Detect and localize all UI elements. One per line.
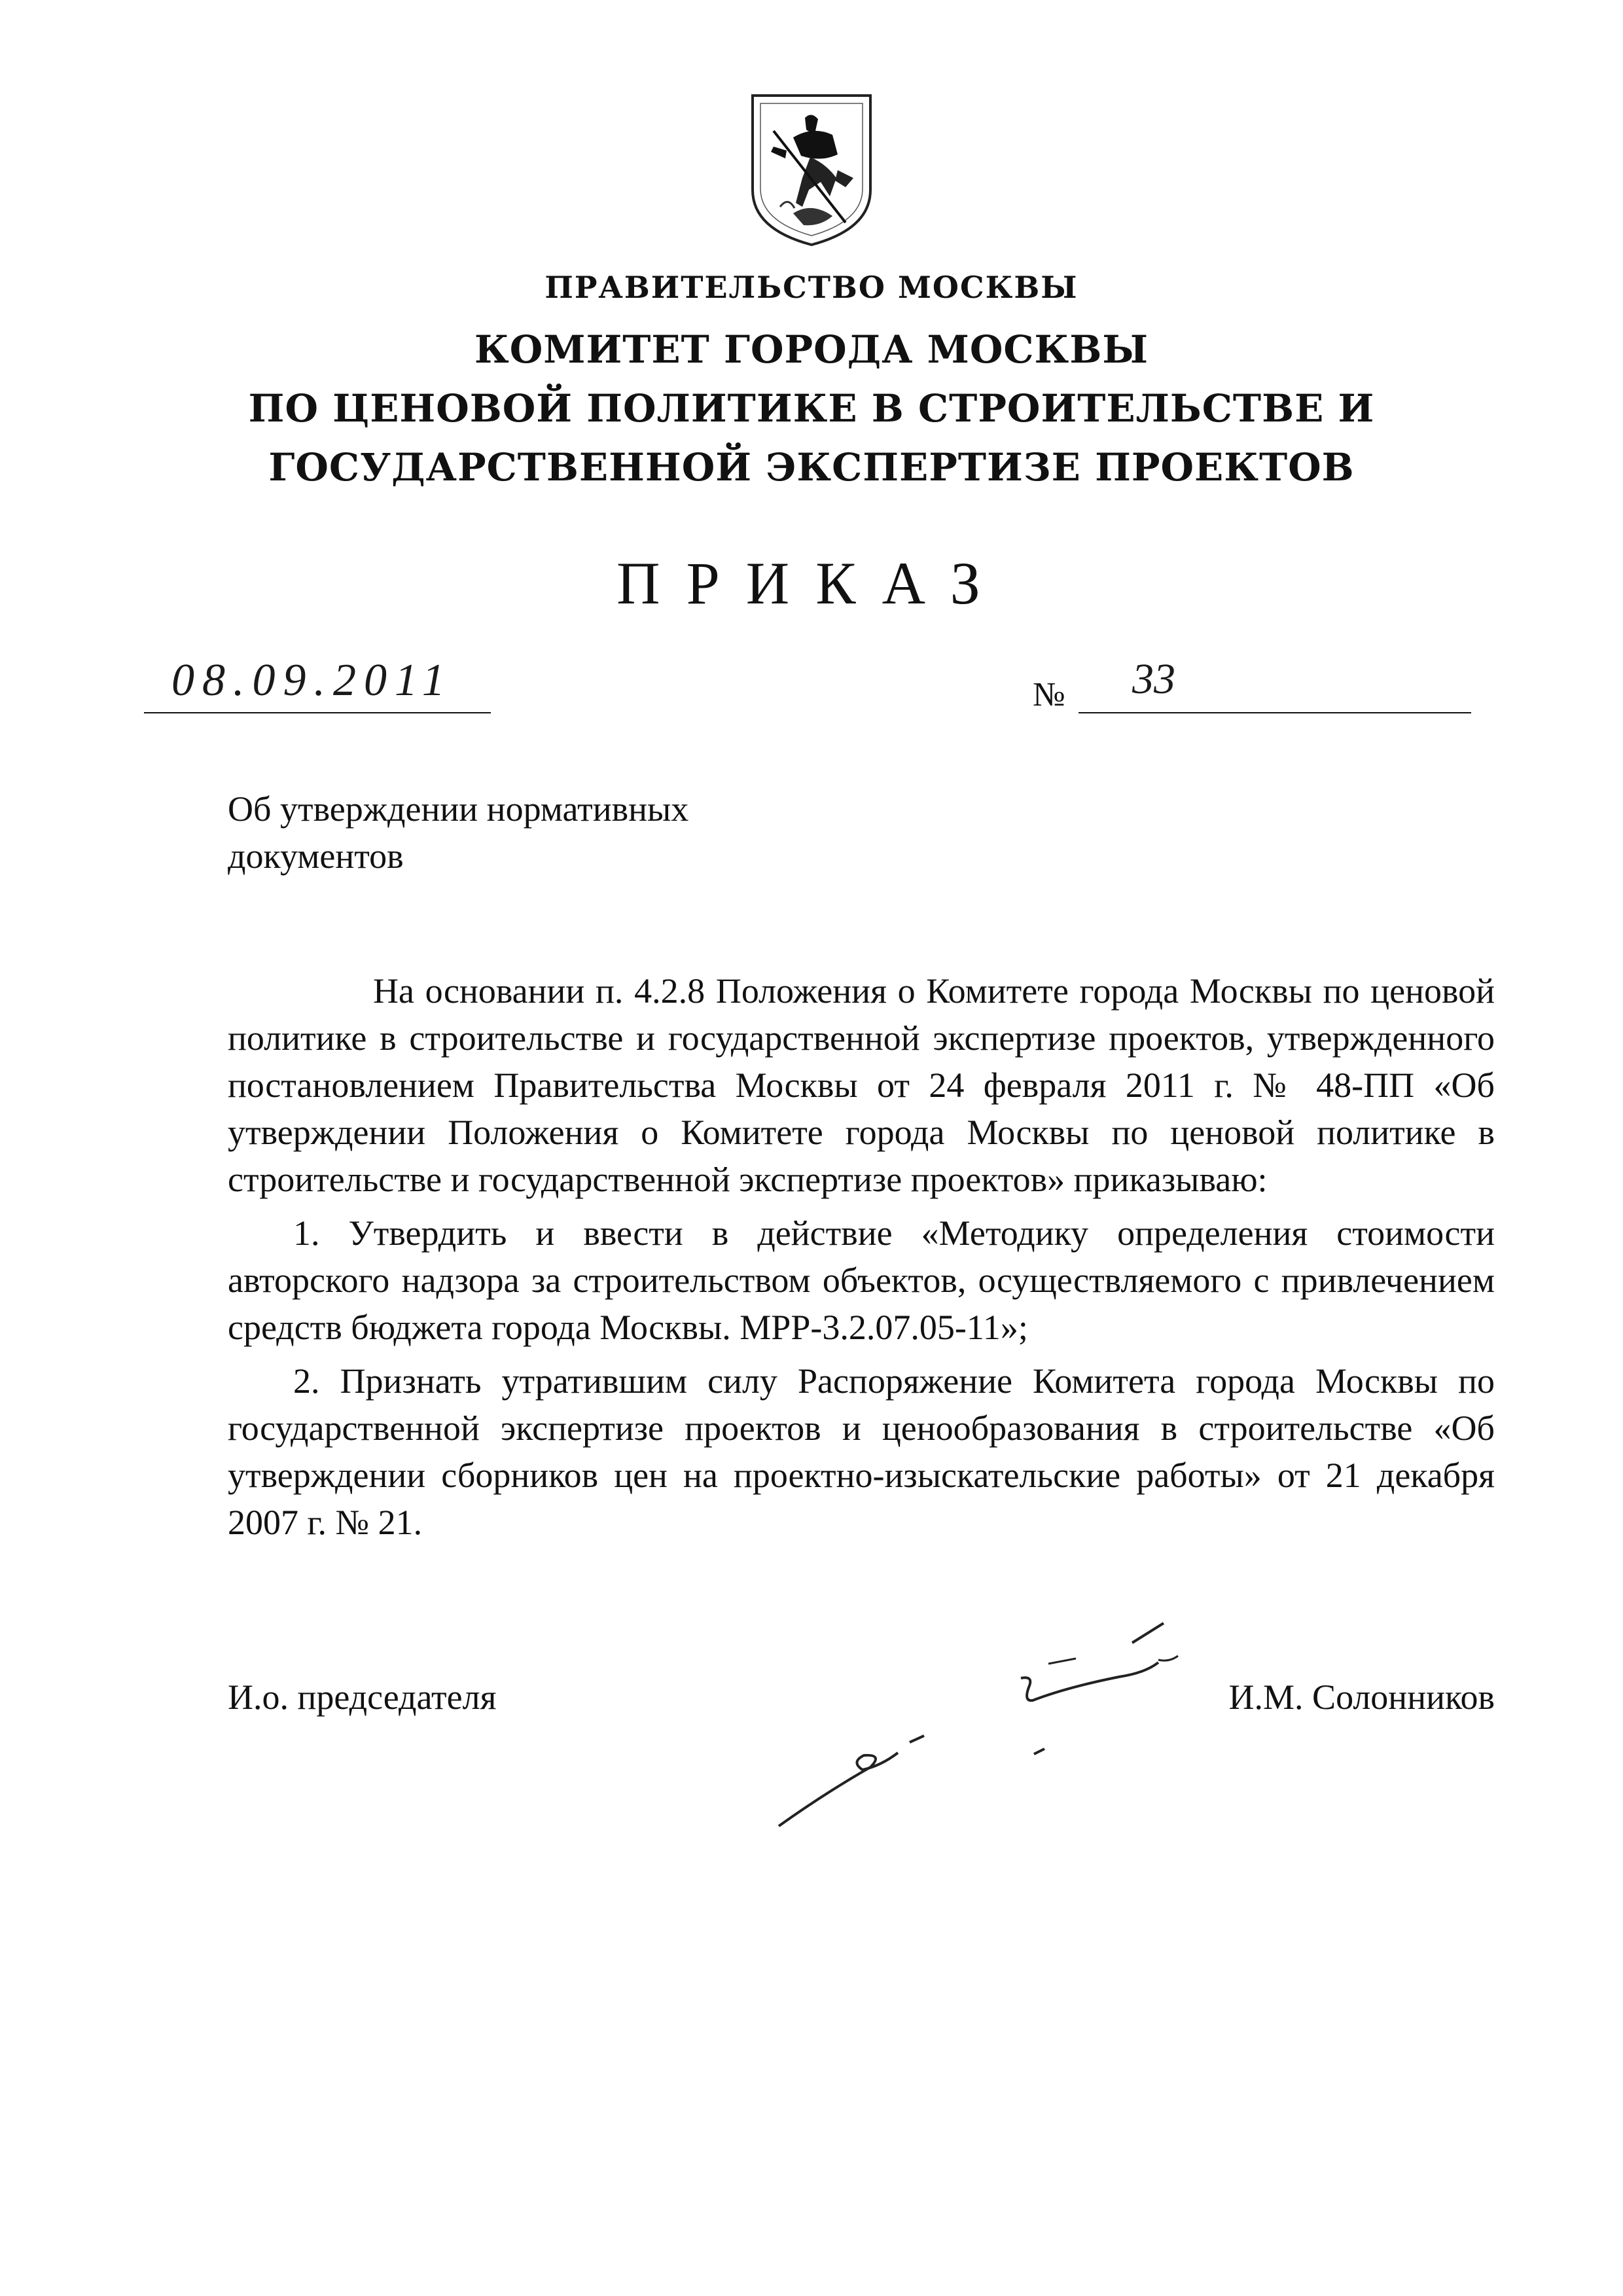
handwritten-signature: [753, 1597, 1276, 1833]
org-committee-line-1: КОМИТЕТ ГОРОДА МОСКВЫ: [474, 327, 1149, 372]
org-committee-line-3: ГОСУДАРСТВЕННОЙ ЭКСПЕРТИЗЕ ПРОЕКТОВ: [268, 445, 1355, 490]
document-number: 33: [1132, 655, 1175, 703]
document-subject: [228, 785, 817, 880]
document-date: 08.09.2011: [171, 655, 453, 706]
org-government: ПРАВИТЕЛЬСТВО МОСКВЫ: [544, 270, 1079, 305]
intro-paragraph: На основании п. 4.2.8 Положения о Комитете города Москвы по ценовой политике в строительстве и государственной экспертизе проектов, утвержденного постановлением Правительства Москвы от 24 февраля 2011 г. № 48-ПП «Об утверждении Положения о Комитете города Москвы по ценовой политике в строительстве и государственной экспертизе проектов» приказываю:: [228, 971, 1495, 1199]
subject-line-1: Об утверждении нормативных: [228, 789, 689, 829]
date-underline: [144, 712, 491, 713]
order-item-1: 1. Утвердить и ввести в действие «Методику определения стоимости авторского надзора за строительством объектов, осуществляемого с привлечением средств бюджета города Москвы. МРР-3.2.07.05-11»;: [228, 1213, 1495, 1347]
order-item-2: 2. Признать утратившим силу Распоряжение Комитета города Москвы по государственной экспертизе проектов и ценообразования в строительстве «Об утверждении сборников цен на проектно-изыскательские работы» от 21 декабря 2007 г. № 21.: [228, 1361, 1495, 1542]
document-title: ПРИКАЗ: [616, 550, 1007, 617]
number-underline: [1079, 712, 1471, 713]
org-committee-line-2: ПО ЦЕНОВОЙ ПОЛИТИКЕ В СТРОИТЕЛЬСТВЕ И: [248, 386, 1375, 431]
signatory-position: И.о. председателя: [228, 1677, 497, 1717]
signatory-name: И.М. Солонников: [1228, 1677, 1495, 1717]
number-label: №: [1033, 676, 1065, 713]
moscow-coat-of-arms-icon: [747, 92, 876, 249]
subject-line-2: документов: [228, 836, 404, 876]
document-body: [228, 967, 1495, 1546]
